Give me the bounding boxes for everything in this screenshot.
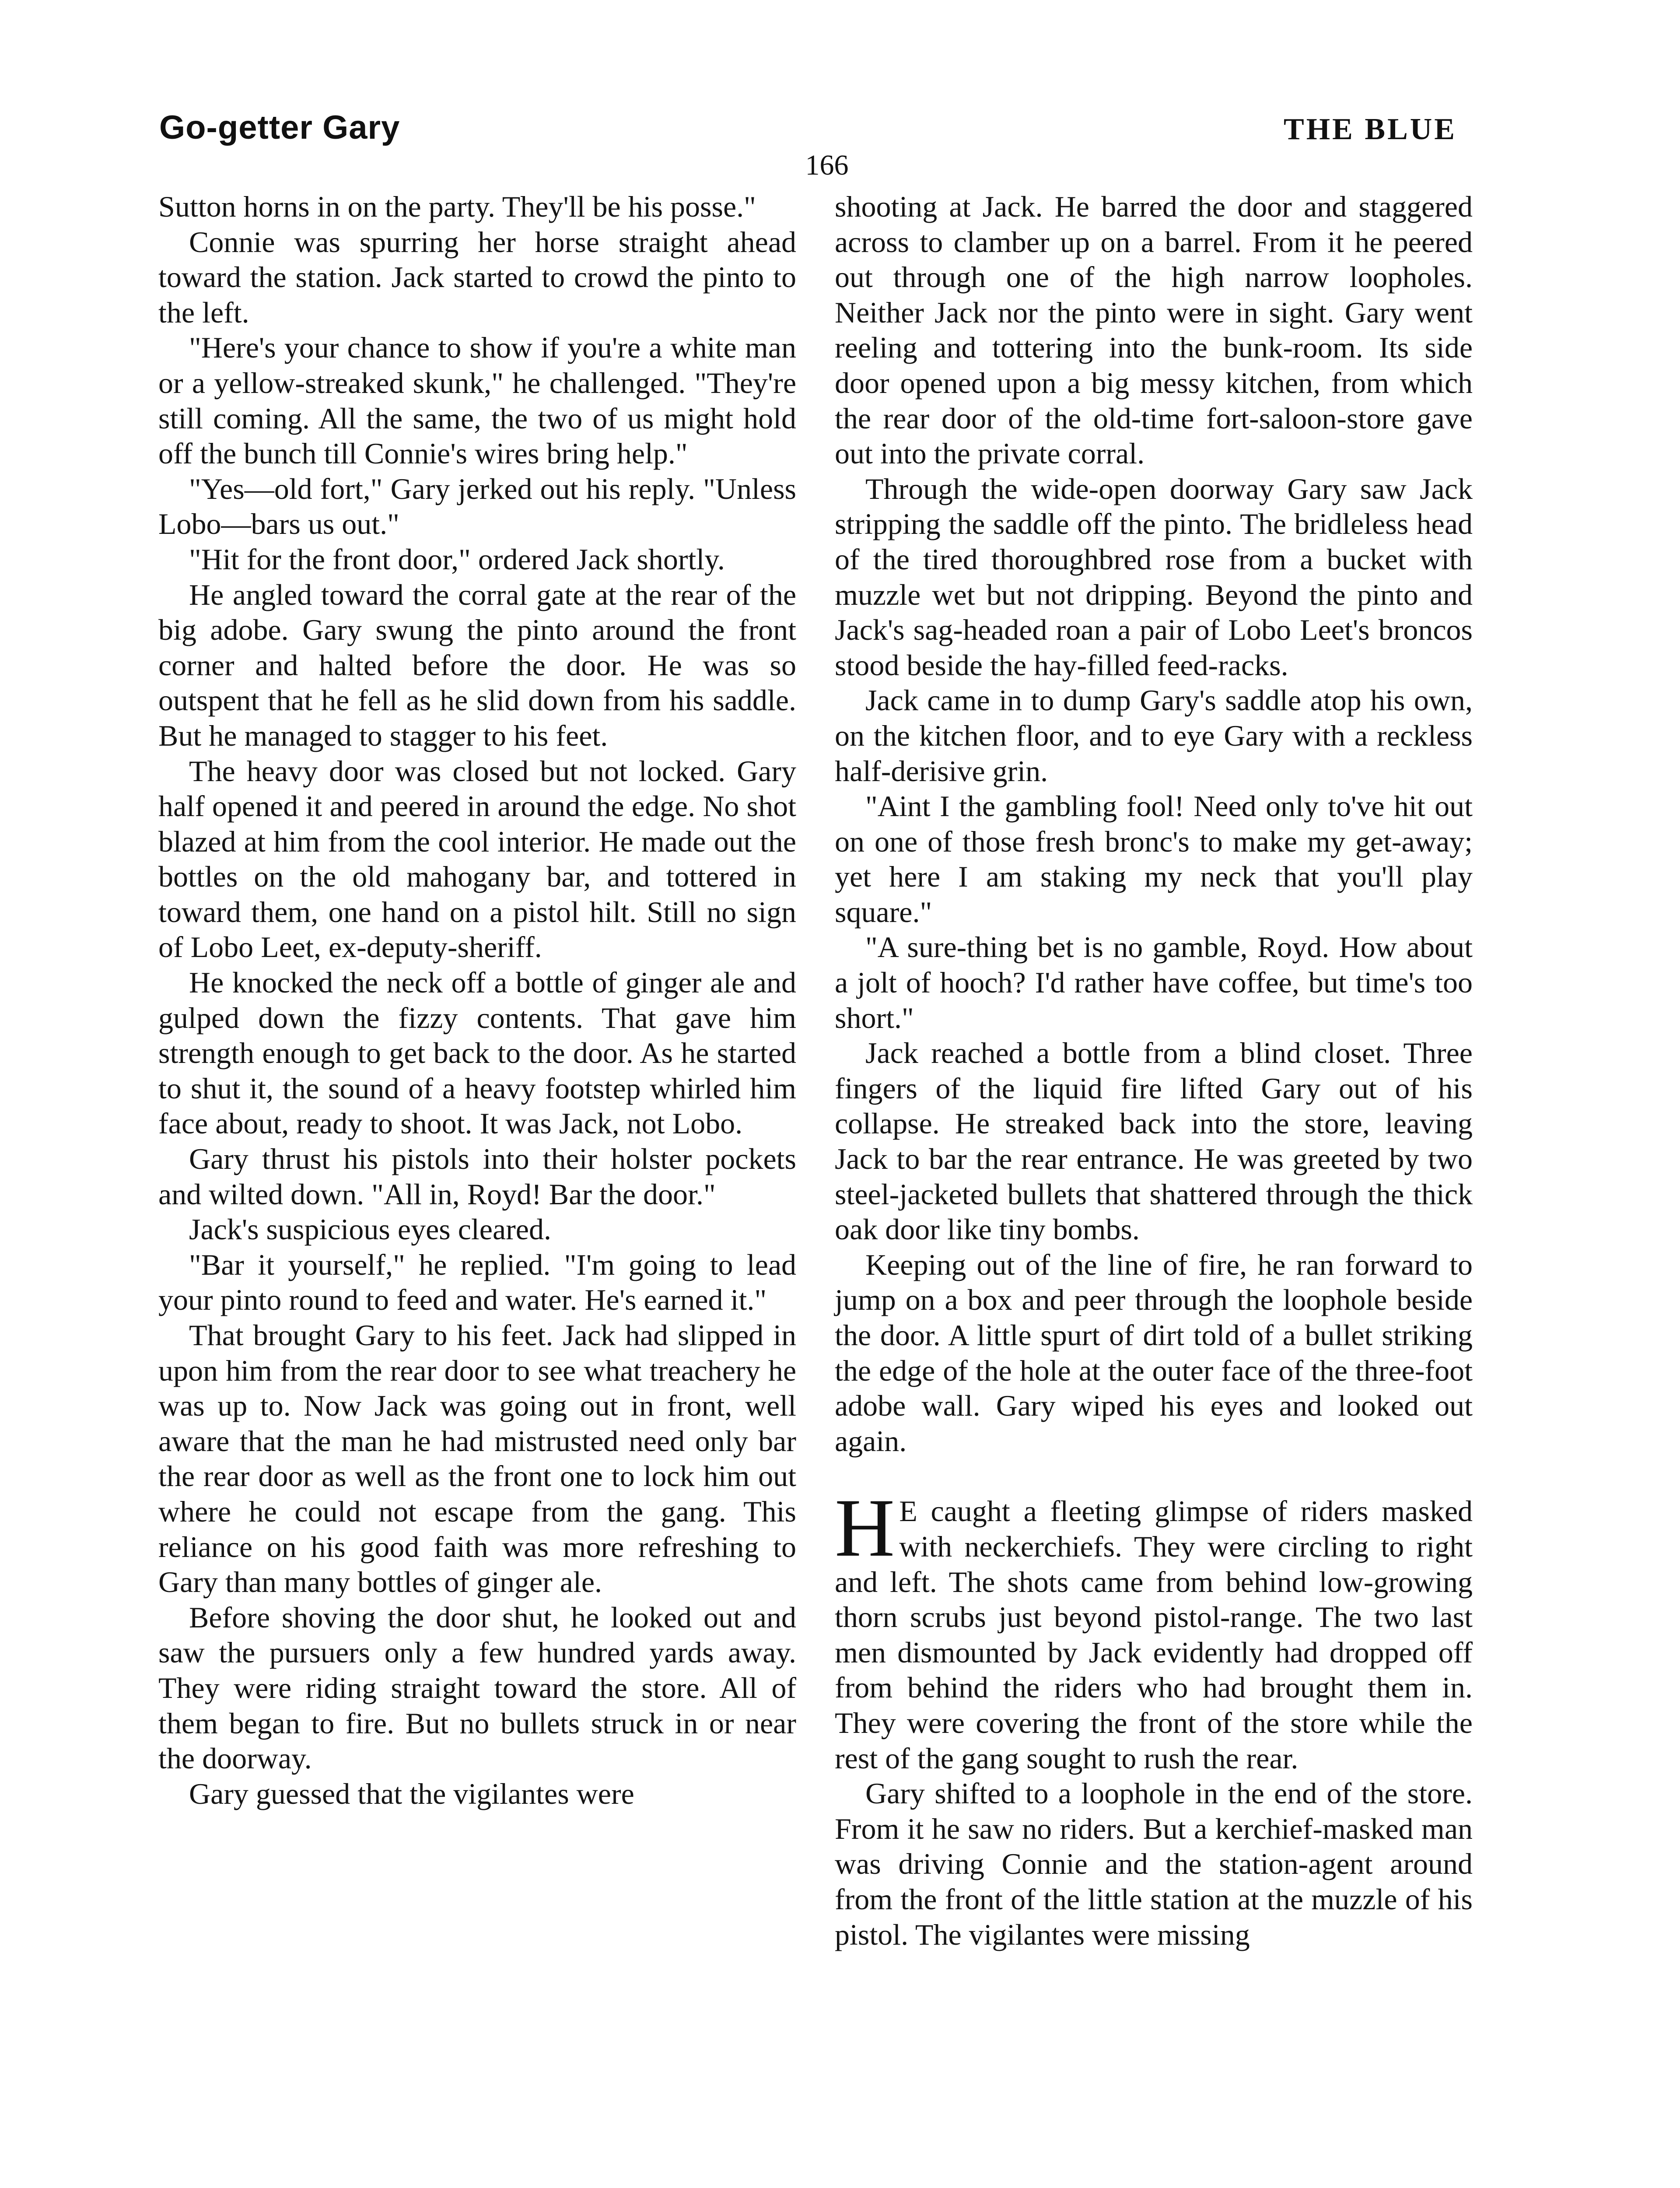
paragraph: He knocked the neck off a bottle of ginger ale and gulped down the fizzy contents. That gave him strength enough to get back to the door. As he started to shut it, the sound of a heavy footstep whirled him face about, ready to shoot. It was Jack, not Lobo. xyxy=(158,966,796,1140)
paragraph: Jack came in to dump Gary's saddle atop his own, on the kitchen floor, and to eye Gary with a reckless half-derisive grin. xyxy=(835,684,1473,788)
paragraph: The heavy door was closed but not locked. Gary half opened it and peered in around the edge. No shot blazed at him from the cool interior. He made out the bottles on the old mahogany bar, and tottered in toward them, one hand on a pistol hilt. Still no sign of Lobo Leet, ex-deputy-sheriff. xyxy=(158,754,796,964)
paragraph: Gary guessed that the vigilantes were xyxy=(189,1777,634,1810)
paragraph: Jack reached a bottle from a blind closet. Three fingers of the liquid fire lifted Gary out of his collapse. He streaked back into the store, leaving Jack to bar the rear entrance. He was greeted by two steel-jacketed bullets that shattered through the thick oak door like tiny bombs. xyxy=(835,1036,1473,1246)
paragraph: That brought Gary to his feet. Jack had slipped in upon him from the rear door to see what treachery he was up to. Now Jack was going out in front, well aware that the man he had mistrusted need only bar the rear door as well as the front one to lock him out where he could not escape from the gang. This reliance on his good faith was more refreshing to Gary than many bottles of ginger ale. xyxy=(158,1318,796,1599)
text-column-left xyxy=(158,189,796,1811)
paragraph: Keeping out of the line of fire, he ran forward to jump on a box and peer through the loophole beside the door. A little spurt of dirt told of a bullet striking the edge of the hole at the outer face of the three-foot adobe wall. Gary wiped his eyes and looked out again. xyxy=(835,1248,1473,1458)
section-opening-paragraph xyxy=(835,1482,1473,1776)
paragraph: shooting at Jack. He barred the door and staggered across to clamber up on a barrel. From it he peered out through one of the high narrow loopholes. Neither Jack nor the pinto were in sight. Gary went reeling and tottering into the bunk-room. Its side door opened upon a big messy kitchen, from which the rear door of the old-time fort-saloon-store gave out into the private corral. xyxy=(835,190,1473,470)
paragraph: Before shoving the door shut, he looked out and saw the pursuers only a few hundred yards away. They were riding straight toward the store. All of them began to fire. But no bullets struck in or near the doorway. xyxy=(158,1600,796,1775)
paragraph: Through the wide-open doorway Gary saw Jack stripping the saddle off the pinto. The bridleless head of the tired thoroughbred rose from a bucket with muzzle wet but not dripping. Beyond the pinto and Jack's sag-headed roan a pair of Lobo Leet's broncos stood beside the hay-filled feed-racks. xyxy=(835,472,1473,682)
magazine-name-header: THE BLUE xyxy=(1284,112,1457,146)
paragraph: "A sure-thing bet is no gamble, Royd. How about a jolt of hooch? I'd rather have coffee, but time's too short." xyxy=(835,930,1473,1034)
paragraph: Sutton horns in on the party. They'll be his posse." xyxy=(158,190,756,223)
paragraph: "Here's your chance to show if you're a white man or a yellow-streaked skunk," he challenged. "They're still coming. All the same, the two of us might hold off the bunch till Connie's wires bring help." xyxy=(158,331,796,470)
paragraph: Gary thrust his pistols into their holster pockets and wilted down. "All in, Royd! Bar the door." xyxy=(158,1142,796,1211)
section-opening-text: E caught a fleeting glimpse of riders masked with neckerchiefs. They were circling to right and left. The shots came from behind low-growing thorn scrubs just beyond pistol-range. The two last men dismounted by Jack evidently had dropped off from behind the riders who had brought them in. They were covering the front of the store while the rest of the gang sought to rush the rear. xyxy=(835,1494,1473,1775)
page-number: 166 xyxy=(805,149,849,181)
paragraph: Gary shifted to a loophole in the end of the store. From it he saw no riders. But a kerchief-masked man was driving Connie and the station-agent around from the front of the little station at the muzzle of his pistol. The vigilantes were missing xyxy=(835,1777,1473,1951)
drop-cap: H xyxy=(835,1482,895,1574)
paragraph: He angled toward the corral gate at the rear of the big adobe. Gary swung the pinto around the front corner and halted before the door. He was so outspent that he fell as he slid down from his saddle. But he managed to stagger to his feet. xyxy=(158,578,796,752)
text-column-right xyxy=(835,189,1473,1952)
story-title-header: Go-getter Gary xyxy=(159,109,400,146)
paragraph: "Bar it yourself," he replied. "I'm going to lead your pinto round to feed and water. He's earned it." xyxy=(158,1248,796,1317)
paragraph: "Aint I the gambling fool! Need only to've hit out on one of those fresh bronc's to make my get-away; yet here I am staking my neck that you'll play square." xyxy=(835,789,1473,929)
paragraph: "Yes—old fort," Gary jerked out his reply. "Unless Lobo—bars us out." xyxy=(158,472,796,541)
paragraph: Connie was spurring her horse straight ahead toward the station. Jack started to crowd the pinto to the left. xyxy=(158,225,796,329)
paragraph: "Hit for the front door," ordered Jack shortly. xyxy=(189,542,725,576)
paragraph: Jack's suspicious eyes cleared. xyxy=(189,1213,551,1246)
